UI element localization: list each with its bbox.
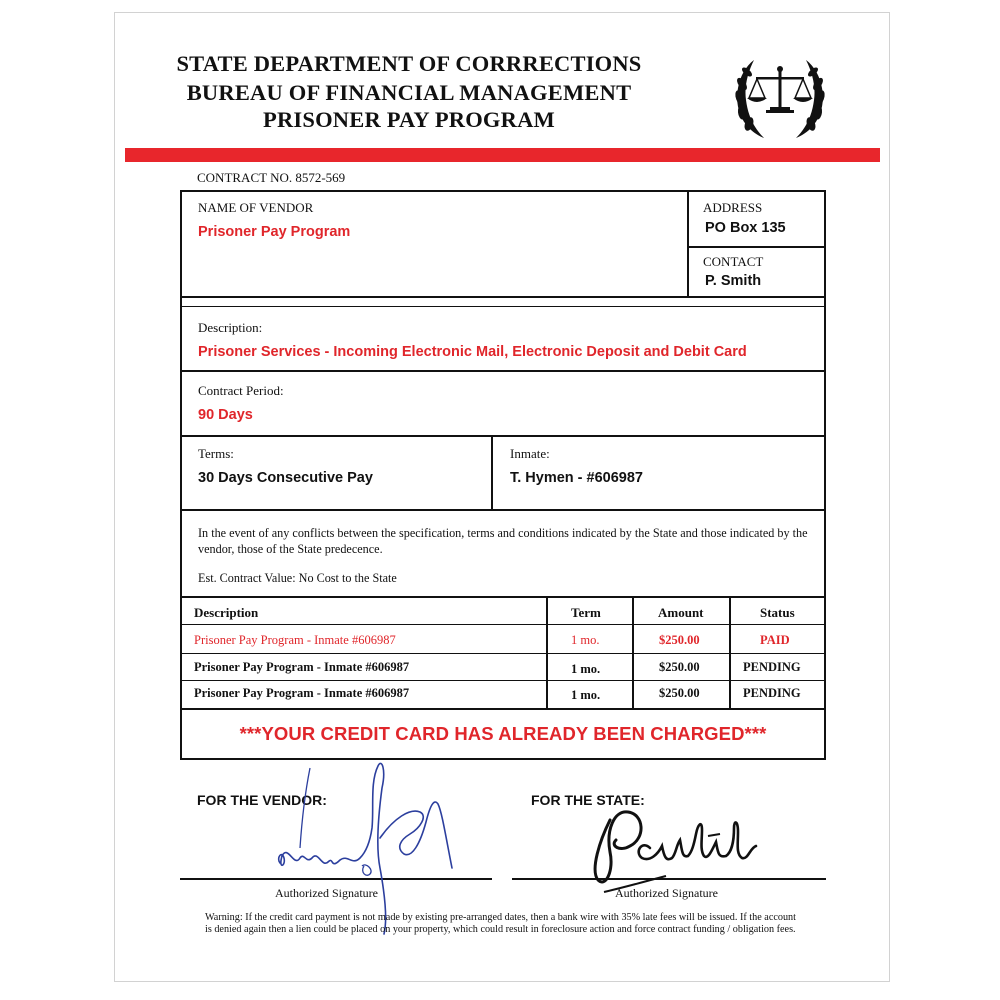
contract-period-label: Contract Period: [198,383,284,398]
vendor-signature-caption: Authorized Signature [275,886,378,900]
state-signature-caption: Authorized Signature [615,886,718,900]
contract-form [180,190,826,760]
table-header-status: Status [760,605,795,620]
header-program: PRISONER PAY PROGRAM [263,107,555,132]
row-status: PENDING [743,660,801,674]
table-row-divider [182,680,824,681]
table-row-divider [182,624,824,625]
address-value: PO Box 135 [705,220,786,236]
table-row-divider [182,653,824,654]
contact-label: CONTACT [703,254,764,269]
row-description: Prisoner Pay Program - Inmate #606987 [194,633,396,647]
description-value: Prisoner Services - Incoming Electronic Mail, Electronic Deposit and Debit Card [198,344,747,360]
section-divider [182,596,824,598]
inmate-label: Inmate: [510,446,550,461]
section-divider [182,370,824,372]
section-divider [182,708,824,710]
address-contact-divider [687,246,824,248]
late-fee-warning: Warning: If the credit card payment is not made by existing pre-arranged dates, then a bank wire with 35% late fees will be issued. If the account is denied again then a lien could be placed on your property, which could result in foreclosure action and force contract funding / obligation fees. [205,912,796,935]
row-amount: $250.00 [659,660,700,674]
row-description: Prisoner Pay Program - Inmate #606987 [194,660,410,674]
row-amount: $250.00 [659,633,700,647]
state-signature-label: FOR THE STATE: [531,792,645,808]
table-column-divider [546,596,548,708]
row-amount: $250.00 [659,686,700,700]
row-description: Prisoner Pay Program - Inmate #606987 [194,686,410,700]
state-handwritten-signature [570,800,770,900]
contact-value: P. Smith [705,273,762,289]
row-term: 1 mo. [571,688,601,702]
charged-notice: ***YOUR CREDIT CARD HAS ALREADY BEEN CHARGED*** [239,723,767,744]
terms-inmate-divider [491,435,493,509]
estimated-contract-value: Est. Contract Value: No Cost to the State [198,571,397,585]
table-header-description: Description [194,605,259,620]
inmate-value: T. Hymen - #606987 [510,470,643,486]
conditions-text: In the event of any conflicts between the specification, terms and conditions indicated by the State and those indicated by the vendor, those of the State predecence. [198,526,808,556]
table-header-term: Term [571,605,601,620]
header-bureau: BUREAU OF FINANCIAL MANAGEMENT [186,80,632,105]
terms-value: 30 Days Consecutive Pay [198,470,373,486]
table-column-divider [632,596,634,708]
header-red-bar [125,148,880,162]
section-divider [182,435,824,437]
row-status: PAID [760,633,790,647]
row-status: PENDING [743,686,801,700]
header-department: STATE DEPARTMENT OF CORRRECTIONS [176,51,642,76]
terms-label: Terms: [198,446,234,461]
section-divider [182,296,824,298]
address-label: ADDRESS [703,200,763,215]
section-divider [182,509,824,511]
description-label: Description: [198,320,263,335]
vendor-signature-label: FOR THE VENDOR: [197,792,327,808]
vendor-divider [687,192,689,296]
contract-number: CONTRACT NO. 8572-569 [197,170,346,185]
vendor-name-value: Prisoner Pay Program [198,224,351,240]
vendor-handwritten-signature [270,758,460,938]
table-column-divider [729,596,731,708]
row-term: 1 mo. [571,633,600,647]
row-term: 1 mo. [571,662,601,676]
contract-period-value: 90 Days [198,407,253,423]
scales-of-justice-wreath-icon [730,50,830,142]
vendor-name-label: NAME OF VENDOR [198,200,314,215]
section-divider [182,306,824,307]
table-header-amount: Amount [658,605,704,620]
